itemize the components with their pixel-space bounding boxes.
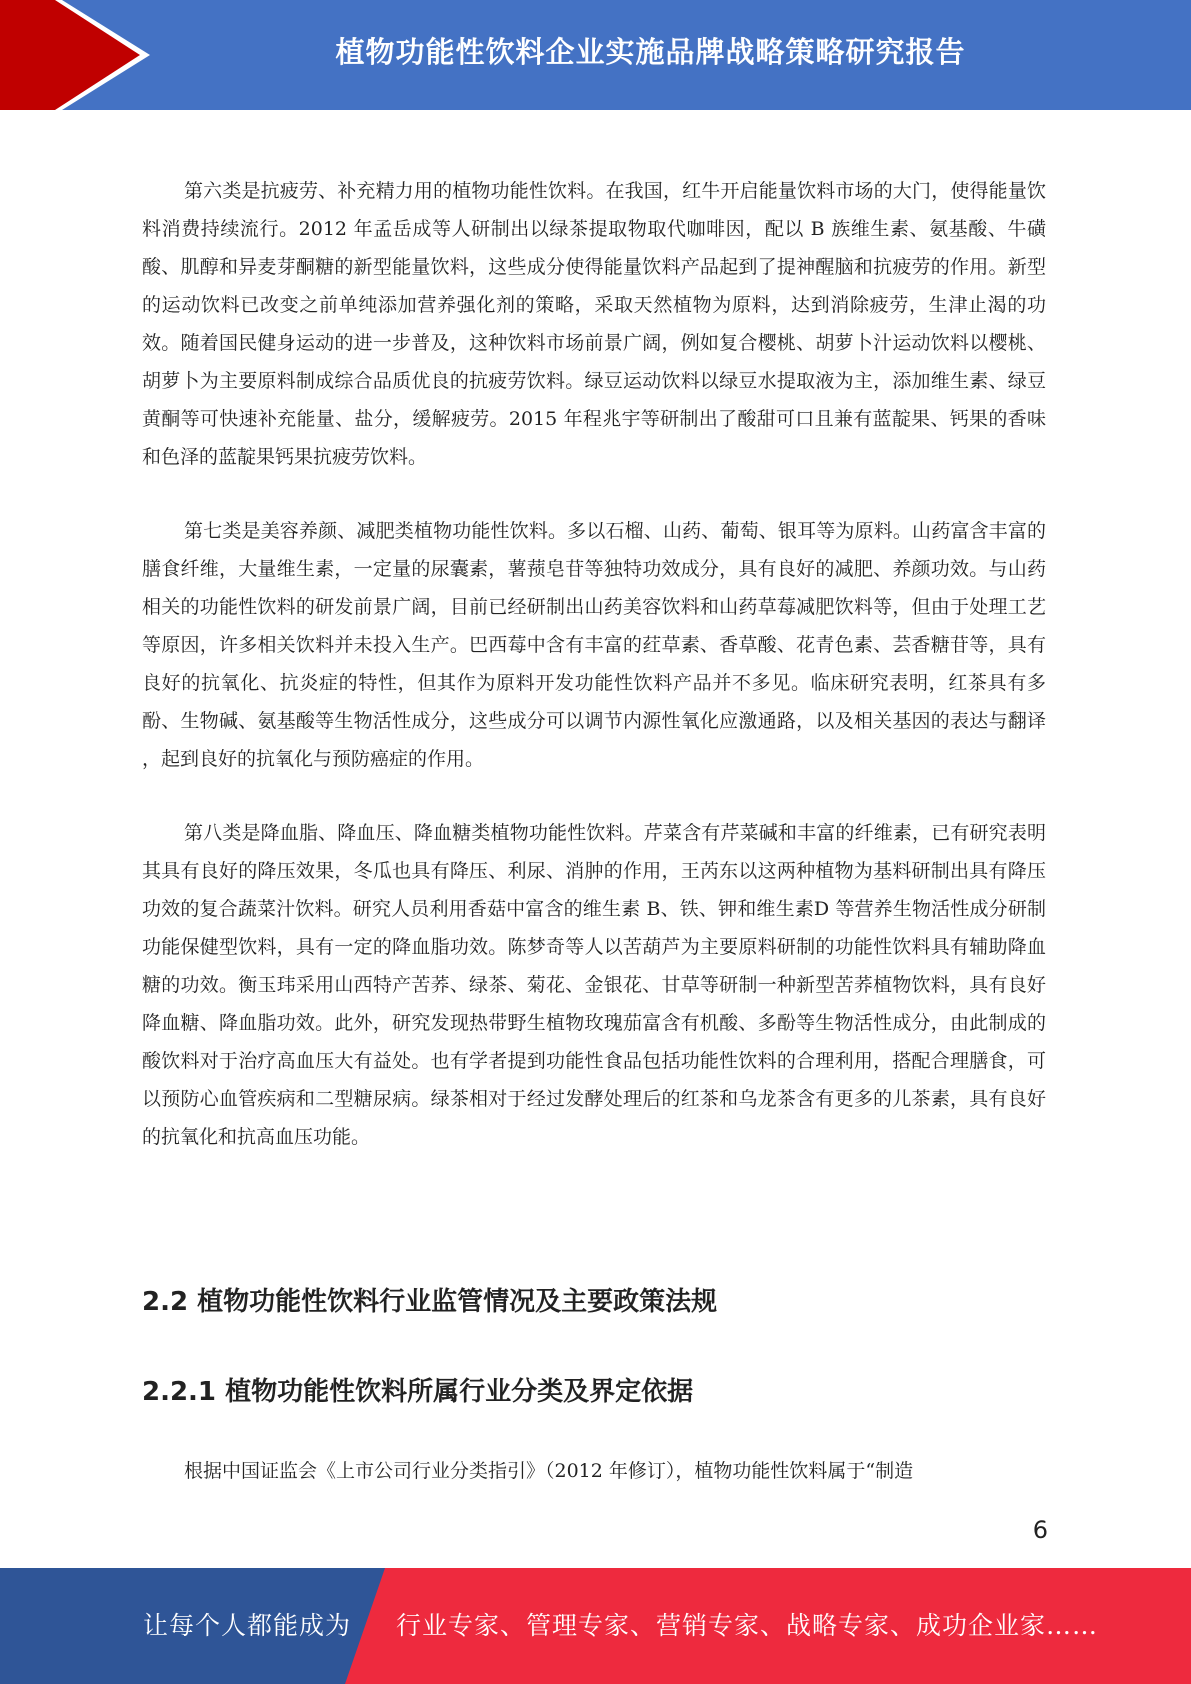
body-content: [142, 172, 1046, 1192]
paragraph-category-six: 第六类是抗疲劳、补充精力用的植物功能性饮料。在我国，红牛开启能量饮料市场的大门，使得能量饮料消费持续流行。2012 年孟岳成等人研制出以绿茶提取物取代咖啡因，配以 B 族维生素、氨基酸、牛磺酸、肌醇和异麦芽酮糖的新型能量饮料，这些成分使得能量饮料产品起到了提神醒脑和抗疲劳的作用。新型的运动饮料已改变之前单纯添加营养强化剂的策略，采取天然植物为原料，达到消除疲劳，生津止渴的功效。随着国民健身运动的进一步普及，这种饮料市场前景广阔，例如复合樱桃、胡萝卜汁运动饮料以樱桃、胡萝卜为主要原料制成综合品质优良的抗疲劳饮料。绿豆运动饮料以绿豆水提取液为主，添加维生素、绿豆黄酮等可快速补充能量、盐分，缓解疲劳。2015 年程兆宇等研制出了酸甜可口且兼有蓝靛果、钙果的香味和色泽的蓝靛果钙果抗疲劳饮料。: [142, 180, 1046, 468]
page-number: 6: [1032, 1516, 1048, 1544]
page-header: [0, 0, 1191, 110]
paragraph-category-seven: 第七类是美容养颜、减肥类植物功能性饮料。多以石榴、山药、葡萄、银耳等为原料。山药富含丰富的膳食纤维，大量维生素，一定量的尿囊素，薯蓣皂苷等独特功效成分，具有良好的减肥、养颜功效。与山药相关的功能性饮料的研发前景广阔，目前已经研制出山药美容饮料和山药草莓减肥饮料等，但由于处理工艺等原因，许多相关饮料并未投入生产。巴西莓中含有丰富的荭草素、香草酸、花青色素、芸香糖苷等，具有良好的抗氧化、抗炎症的特性，但其作为原料开发功能性饮料产品并不多见。临床研究表明，红茶具有多酚、生物碱、氨基酸等生物活性成分，这些成分可以调节内源性氧化应激通路，以及相关基因的表达与翻译 ，起到良好的抗氧化与预防癌症的作用。: [142, 520, 1046, 770]
page-footer: [0, 1568, 1191, 1684]
footer-slogan-right: 行业专家、管理专家、营销专家、战略专家、成功企业家……: [396, 1611, 1099, 1640]
section-heading-2-2-1: 2.2.1 植物功能性饮料所属行业分类及界定依据: [142, 1377, 694, 1407]
section-heading-2-2: 2.2 植物功能性饮料行业监管情况及主要政策法规: [142, 1287, 718, 1317]
footer-slogan-left: 让每个人都能成为: [143, 1611, 352, 1640]
paragraph-category-eight: 第八类是降血脂、降血压、降血糖类植物功能性饮料。芹菜含有芹菜碱和丰富的纤维素，已有研究表明其具有良好的降压效果，冬瓜也具有降压、利尿、消肿的作用，王芮东以这两种植物为基料研制出具有降压功效的复合蔬菜汁饮料。研究人员利用香菇中富含的维生素 B、铁、钾和维生素D 等营养生物活性成分研制功能保健型饮料，具有一定的降血脂功效。陈梦奇等人以苦葫芦为主要原料研制的功能性饮料具有辅助降血糖的功效。衡玉玮采用山西特产苦荞、绿茶、菊花、金银花、甘草等研制一种新型苦荞植物饮料，具有良好降血糖、降血脂功效。此外，研究发现热带野生植物玫瑰茄富含有机酸、多酚等生物活性成分，由此制成的酸饮料对于治疗高血压大有益处。也有学者提到功能性食品包括功能性饮料的合理利用，搭配合理膳食，可以预防心血管疾病和二型糖尿病。绿茶相对于经过发酵处理后的红茶和乌龙茶含有更多的儿茶素，具有良好的抗氧化和抗高血压功能。: [142, 822, 1046, 1148]
paragraph-industry-classification: 根据中国证监会《上市公司行业分类指引》（2012 年修订），植物功能性饮料属于“制造: [184, 1460, 914, 1482]
report-title: 植物功能性饮料企业实施品牌战略策略研究报告: [335, 35, 966, 69]
